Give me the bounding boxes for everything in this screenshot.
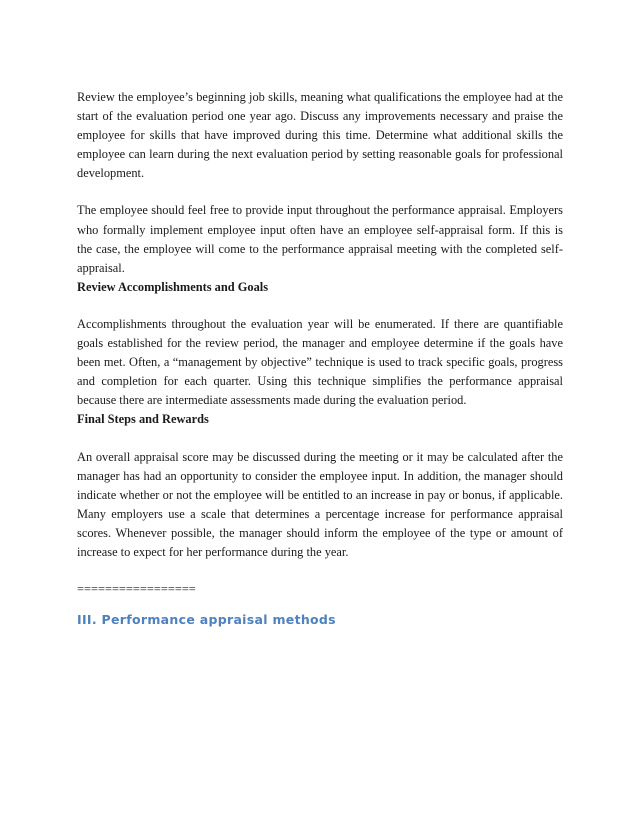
paragraph-accomplishments: Accomplishments throughout the evaluation year will be enumerated. If there are quantifiable goals established for the review period, the manager and employee determine if the goals have been met. Often, a “management by objective” technique is used to track specific goals, progress and completion for each quarter. Using this technique simplifies the performance appraisal because there are intermediate assessments made during the evaluation period. (77, 316, 563, 408)
heading-final-steps: Final Steps and Rewards (77, 412, 209, 427)
paragraph-gap (77, 183, 563, 201)
paragraph-job-skills: Review the employee’s beginning job skills, meaning what qualifications the employee had at the start of the evaluation period one year ago. Discuss any improvements necessary and praise the employee for skills that have improved during this time. Determine what additional skills the employee can learn during the next evaluation period by setting reasonable goals for professional development. (77, 90, 563, 181)
document-content (77, 88, 563, 629)
paragraph-appraisal-score: An overall appraisal score may be discussed during the meeting or it may be calculated after the manager has had an opportunity to consider the employee input. In addition, the manager should indicate whether or not the employee will be entitled to an increase in pay or bonus, if applicable. Many employers use a scale that determines a percentage increase for performance appraisal scores. Whenever possible, the manager should inform the employee of the type or amount of increase to expect for her performance during the year. (77, 449, 563, 559)
separator-line: ================= (77, 582, 196, 597)
paragraph-employee-input: The employee should feel free to provide input throughout the performance appraisal. Employers who formally implement employee input often have an employee self-appraisal form. If this is the case, the employee will come to the performance appraisal meeting with the completed self-appraisal. (77, 203, 563, 275)
paragraph-gap (77, 562, 563, 580)
paragraph-gap (77, 297, 563, 315)
section-title: III. Performance appraisal methods (77, 612, 336, 628)
paragraph-gap (77, 430, 563, 448)
heading-review-accomplishments: Review Accomplishments and Goals (77, 279, 269, 294)
